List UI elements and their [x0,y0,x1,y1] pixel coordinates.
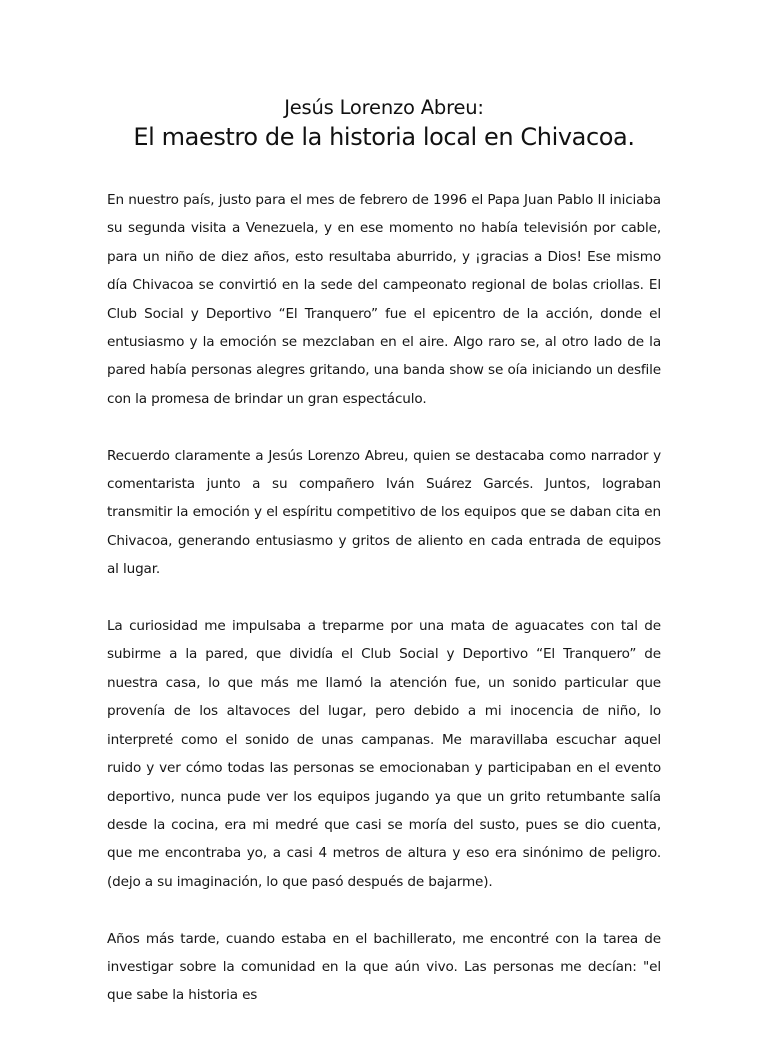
article-body [107,186,661,1038]
paragraph-1: En nuestro país, justo para el mes de febrero de 1996 el Papa Juan Pablo II iniciaba su segunda visita a Venezuela, y en ese momento no había televisión por cable, para un niño de diez años, esto resultaba aburrido, y ¡gracias a Dios! Ese mismo día Chivacoa se convirtió en la sede del campeonato regional de bolas criollas. El Club Social y Deportivo “El Tranquero” fue el epicentro de la acción, donde el entusiasmo y la emoción se mezclaban en el aire. Algo raro se, al otro lado de la pared había personas alegres gritando, una banda show se oía iniciando un desfile con la promesa de brindar un gran espectáculo. [107,192,661,407]
paragraph-2: Recuerdo claramente a Jesús Lorenzo Abreu, quien se destacaba como narrador y comentarista junto a su compañero Iván Suárez Garcés. Juntos, lograban transmitir la emoción y el espíritu competitivo de los equipos que se daban cita en Chivacoa, generando entusiasmo y gritos de aliento en cada entrada de equipos al lugar. [107,447,661,578]
document-title: El maestro de la historia local en Chivacoa. [133,123,635,151]
author-heading: Jesús Lorenzo Abreu: [284,96,484,119]
paragraph-4: Años más tarde, cuando estaba en el bachillerato, me encontré con la tarea de investigar sobre la comunidad en la que aún vivo. Las personas me decían: "el que sabe la historia es [107,930,661,1004]
paragraph-3: La curiosidad me impulsaba a treparme por una mata de aguacates con tal de subirme a la pared, que dividía el Club Social y Deportivo “El Tranquero” de nuestra casa, lo que más me llamó la atención fue, un sonido particular que provenía de los altavoces del lugar, pero debido a mi inocencia de niño, lo interpreté como el sonido de unas campanas. Me maravillaba escuchar aquel ruido y ver cómo todas las personas se emocionaban y participaban en el evento deportivo, nunca pude ver los equipos jugando ya que un grito retumbante salía desde la cocina, era mi medré que casi se moría del susto, pues se dio cuenta, que me encontraba yo, a casi 4 metros de altura y eso era sinónimo de peligro. (dejo a su imaginación, lo que pasó después de bajarme). [107,618,661,890]
title-block [0,94,768,152]
